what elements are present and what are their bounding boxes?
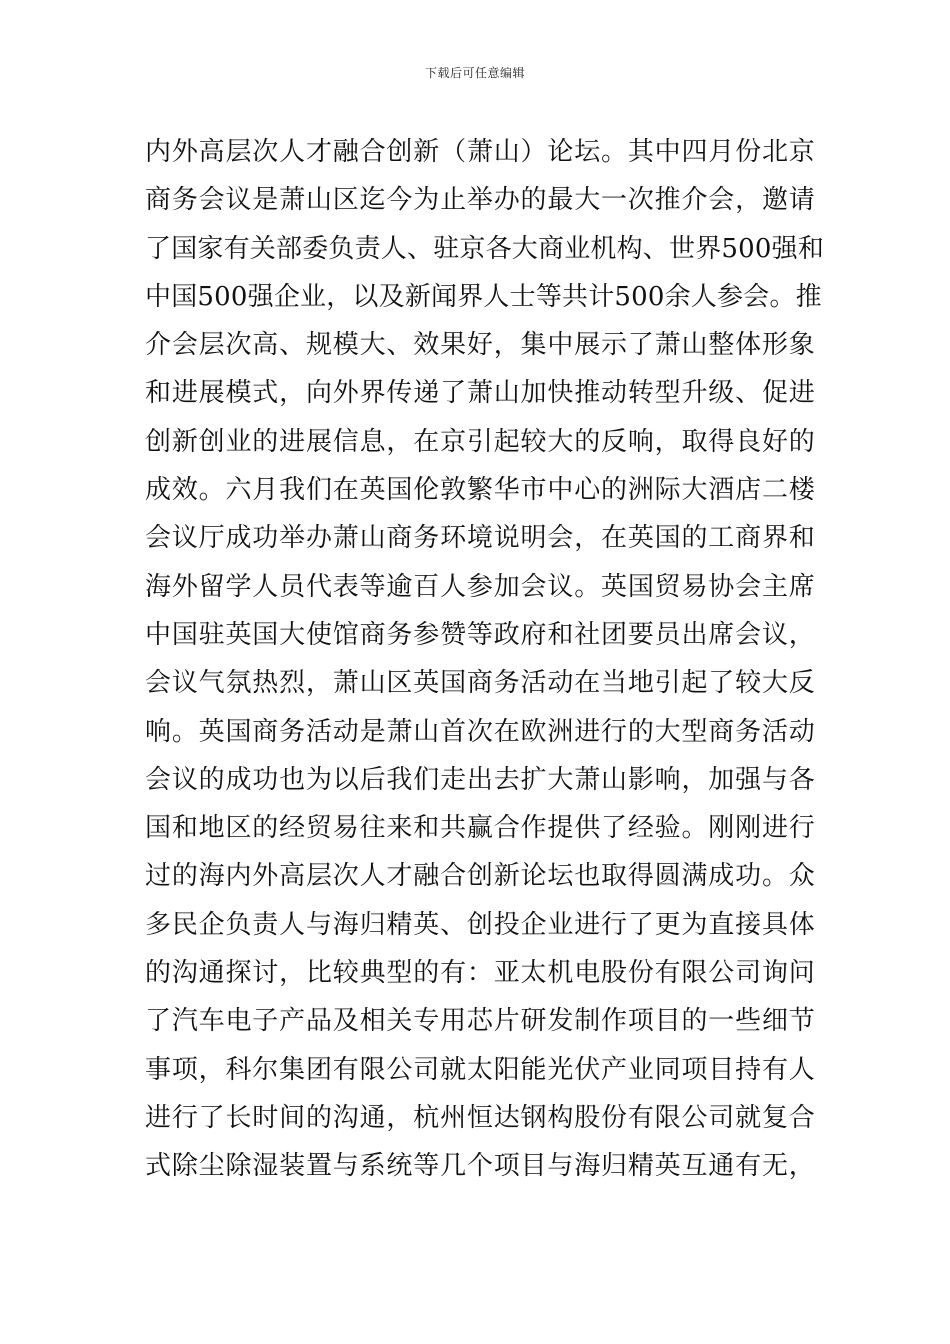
text-line: 多民企负责人与海归精英、创投企业进行了更为直接具体 bbox=[145, 909, 815, 940]
text-line: 商务会议是萧山区迄今为止举办的最大一次推介会，邀请 bbox=[145, 185, 815, 216]
text-line: 中国500强企业，以及新闻界人士等共计500余人参会。推 bbox=[145, 281, 822, 312]
page-header: 下载后可任意编辑 bbox=[424, 66, 525, 80]
text-line: 创新创业的进展信息，在京引起较大的反响，取得良好的 bbox=[145, 426, 815, 457]
text-line: 国和地区的经贸易往来和共赢合作提供了经验。刚刚进行 bbox=[145, 813, 815, 844]
text-line: 中国驻英国大使馆商务参赞等政府和社团要员出席会议， bbox=[145, 619, 815, 650]
text-line: 内外高层次人才融合创新（萧山）论坛。其中四月份北京 bbox=[145, 137, 815, 167]
text-line: 进行了长时间的沟通，杭州恒达钢构股份有限公司就复合 bbox=[145, 1102, 815, 1133]
text-line: 了汽车电子产品及相关专用芯片研发制作项目的一些细节 bbox=[145, 1006, 815, 1037]
text-line: 式除尘除湿装置与系统等几个项目与海归精英互通有无， bbox=[145, 1151, 815, 1182]
text-line: 响。英国商务活动是萧山首次在欧洲进行的大型商务活动 bbox=[145, 716, 815, 747]
text-line: 会议的成功也为以后我们走出去扩大萧山影响，加强与各 bbox=[145, 764, 815, 795]
text-line: 事项，科尔集团有限公司就太阳能光伏产业同项目持有人 bbox=[145, 1054, 815, 1085]
text-line: 会议气氛热烈，萧山区英国商务活动在当地引起了较大反 bbox=[145, 668, 815, 699]
text-line: 了国家有关部委负责人、驻京各大商业机构、世界500强和 bbox=[145, 233, 825, 264]
text-line: 过的海内外高层次人才融合创新论坛也取得圆满成功。众 bbox=[145, 861, 815, 892]
text-line: 和进展模式，向外界传递了萧山加快推动转型升级、促进 bbox=[145, 378, 815, 409]
body-paragraph bbox=[145, 128, 825, 1191]
text-line: 海外留学人员代表等逾百人参加会议。英国贸易协会主席 bbox=[145, 571, 815, 602]
text-line: 成效。六月我们在英国伦敦繁华市中心的洲际大酒店二楼 bbox=[145, 475, 815, 506]
text-line: 介会层次高、规模大、效果好，集中展示了萧山整体形象 bbox=[145, 330, 815, 361]
text-line: 的沟通探讨，比较典型的有：亚太机电股份有限公司询问 bbox=[145, 958, 815, 989]
text-line: 会议厅成功举办萧山商务环境说明会，在英国的工商界和 bbox=[145, 523, 815, 554]
